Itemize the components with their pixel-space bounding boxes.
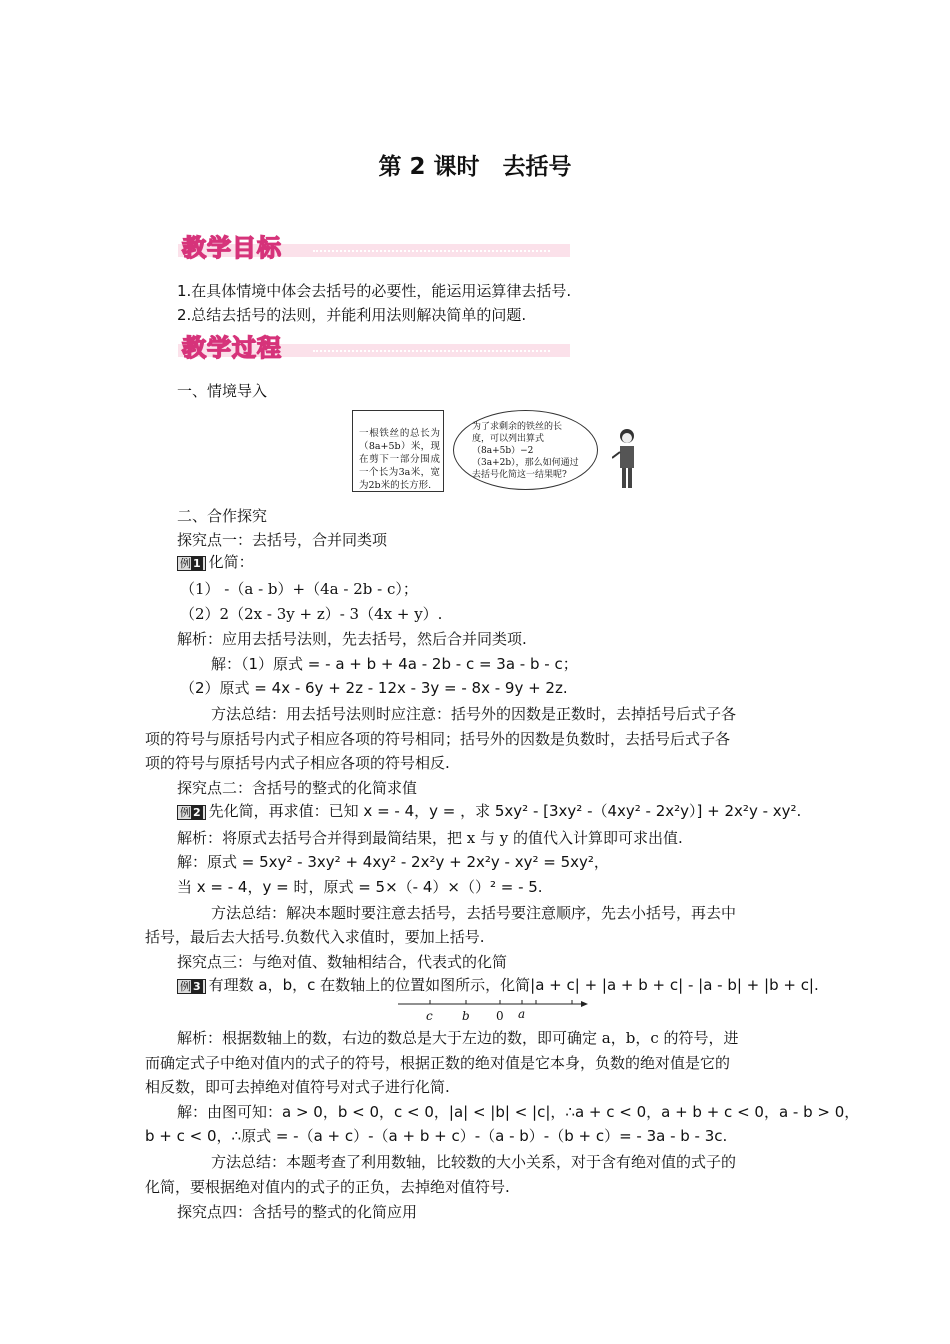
method-summary: 括号，最后去大括号.负数代入求值时，要加上括号. xyxy=(145,928,485,946)
subsection-heading: 探究点三：与绝对值、数轴相结合，代表式的化简 xyxy=(177,953,508,971)
subsection-heading: 探究点四：含括号的整式的化简应用 xyxy=(177,1203,418,1221)
example-badge: 例 2 xyxy=(177,805,206,820)
method-summary: 化简，要根据绝对值内的式子的正负，去掉绝对值符号. xyxy=(145,1178,510,1196)
axis-label-b: b xyxy=(462,1009,470,1023)
axis-label-c: c xyxy=(426,1009,433,1023)
analysis: 而确定式子中绝对值内的式子的符号，根据正数的绝对值是它本身，负数的绝对值是它的 xyxy=(145,1054,731,1072)
example-badge: 例 1 xyxy=(177,556,206,571)
example-2: 例 2 先化简，再求值：已知 x = - 4，y = ，求 5xy² - [3xy² -（4xy² - 2x²y）] + 2x²y - xy². xyxy=(177,801,801,821)
analysis: 解析：根据数轴上的数，右边的数总是大于左边的数，即可确定 a，b，c 的符号，进 xyxy=(177,1029,739,1047)
subsection-heading: 探究点一：去括号，合并同类项 xyxy=(177,531,388,549)
goal-1: 1.在具体情境中体会去括号的必要性，能运用运算律去括号. xyxy=(177,282,572,300)
solution: 解：（1）原式 = - a + b + 4a - 2b - c = 3a - b - c； xyxy=(211,655,578,673)
analysis: 相反数，即可去掉绝对值符号对式子进行化简. xyxy=(145,1078,450,1096)
method-summary: 项的符号与原括号内式子相应各项的符号相同；括号外的因数是负数时，去括号后式子各 xyxy=(145,730,731,748)
axis-label-0: 0 xyxy=(496,1009,504,1023)
subsection-heading: 探究点二：含括号的整式的化简求值 xyxy=(177,779,418,797)
question-1: （1） -（a - b）+（4a - 2b - c）； xyxy=(180,580,418,598)
method-summary: 方法总结：本题考查了利用数轴，比较数的大小关系，对于含有绝对值的式子的 xyxy=(211,1153,737,1171)
banner-text: 教学过程 xyxy=(182,334,282,362)
teacher-illustration xyxy=(612,428,642,490)
banner-text: 教学目标 xyxy=(182,234,282,262)
page-title: 第 2 课时 去括号 xyxy=(378,154,572,180)
solution: b + c < 0，∴原式 = -（a + c）-（a + b + c）-（a - b）-（b + c）= - 3a - b - 3c. xyxy=(145,1127,728,1145)
section-banner-process xyxy=(178,328,570,362)
example-1: 例 1 化简： xyxy=(177,552,254,572)
thought-cloud: 为了求剩余的铁丝的长度，可以列出算式（8a+5b）−2（3a+2b），那么如何通过去括号化简这一结果呢? xyxy=(453,410,598,490)
example-3: 例 3 有理数 a，b，c 在数轴上的位置如图所示，化简|a + c| + |a + b + c| - |a - b| + |b + c|. xyxy=(177,975,819,995)
analysis: 解析：应用去括号法则，先去括号，然后合并同类项. xyxy=(177,630,527,648)
axis-label-a: a xyxy=(518,1007,526,1021)
method-summary: 项的符号与原括号内式子相应各项的符号相反. xyxy=(145,754,450,772)
method-summary: 方法总结：用去括号法则时应注意：括号外的因数是正数时，去掉括号后式子各 xyxy=(211,705,737,723)
example-badge: 例 3 xyxy=(177,979,206,994)
section-banner-goals xyxy=(178,228,570,262)
goal-2: 2.总结去括号的法则，并能利用法则解决简单的问题. xyxy=(177,306,527,324)
analysis: 解析：将原式去括号合并得到最简结果，把 x 与 y 的值代入计算即可求出值. xyxy=(177,829,683,847)
part-heading: 二、合作探究 xyxy=(177,507,268,525)
solution: 解：原式 = 5xy² - 3xy² + 4xy² - 2x²y + 2x²y - xy² = 5xy²， xyxy=(177,853,609,871)
solution: 解：由图可知：a > 0，b < 0，c < 0，|a| < |b| < |c|，∴a + c < 0，a + b + c < 0，a - b > 0， xyxy=(177,1103,860,1121)
scroll-illustration: 一根铁丝的总长为（8a+5b）米，现在剪下一部分围成一个长为3a米，宽为2b米的长方形. xyxy=(352,410,444,492)
part-heading: 一、情境导入 xyxy=(177,382,268,400)
question-2: （2）2（2x - 3y + z）- 3（4x + y）. xyxy=(180,605,443,623)
solution: 当 x = - 4，y = 时，原式 = 5×（- 4）×（）² = - 5. xyxy=(177,878,543,896)
method-summary: 方法总结：解决本题时要注意去括号，去括号要注意顺序，先去小括号，再去中 xyxy=(211,904,737,922)
solution: （2）原式 = 4x - 6y + 2z - 12x - 3y = - 8x - 9y + 2z. xyxy=(180,679,568,697)
number-line xyxy=(398,1000,588,1022)
